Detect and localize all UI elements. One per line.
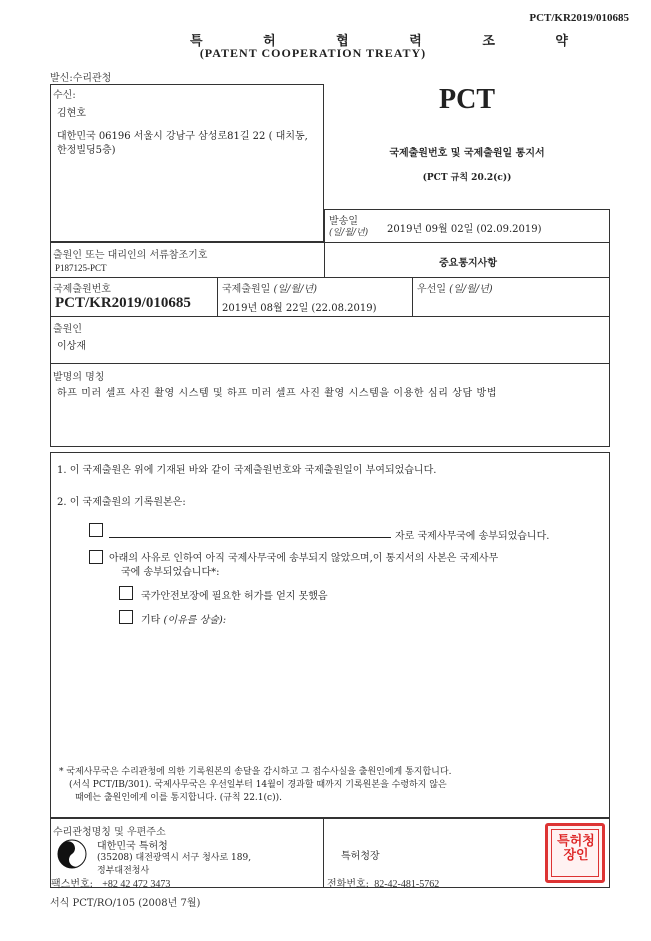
application-date-format: (일/월/년) [273,284,318,295]
applicant-value: 이상재 [57,341,86,352]
application-date-box [217,277,413,317]
recipient-address: 대한민국 06196 서울시 강남구 삼성로81길 22 ( 대치동, 한정빌딩5층) [57,131,308,156]
fax-label: 팩스번호: [51,879,94,890]
form-number: 서식 PCT/RO/105 (2008년 7월) [50,898,201,909]
title-english: (PATENT COOPERATION TREATY) [199,46,427,60]
item-1: 1. 이 국제출원은 위에 기재된 바와 같이 국제출원번호와 국제출원일이 부여되었습니다. [57,465,437,476]
authorized-officer: 특허청장 [341,851,380,862]
office-line1: 대한민국 특허청 [97,841,168,852]
title-korean: 특 허 협 력 조 약 [190,34,596,49]
office-box [50,818,610,888]
priority-date-label [417,280,493,295]
sub-option-2-checkbox[interactable] [119,610,133,624]
priority-date-format: (일/월/년) [449,284,493,295]
priority-date-label-text: 우선일 [417,284,446,295]
important-notice: 중요통지사항 [439,258,497,269]
application-number-label: 국제출원번호 [53,284,111,295]
office-divider [323,819,324,887]
office-line2: (35208) 대전광역시 서구 청사로 189, [97,853,252,863]
sub-option-2-hint: (이유를 상술): [163,615,227,626]
seal-characters: 특허청장인 [557,834,595,863]
body-box [50,452,610,818]
official-seal [545,823,605,883]
pct-logo: PCT [439,84,495,115]
reference-box [50,242,325,278]
invention-label: 발명의 명칭 [53,372,105,383]
fax-number [51,875,170,890]
taegeuk-emblem-icon [57,839,87,869]
option-b-line2: 국에 송부되었습니다*: [121,567,220,578]
reference-value: P187125-PCT [55,263,107,273]
rule-reference: (PCT 규칙 20.2(c)) [422,173,512,183]
item-2: 2. 이 국제출원의 기록원본은: [57,497,186,508]
reference-label: 출원인 또는 대리인의 서류참조기호 [53,250,208,261]
mailing-date-format: (일/월/년) [329,228,369,238]
priority-date-box [412,277,610,317]
application-number-value: PCT/KR2019/010685 [55,295,191,311]
application-date-label-text: 국제출원일 [222,284,271,295]
notice-title: 국제출원번호 및 국제출원일 통지서 [389,148,545,159]
mailing-date-label: 발송일 [329,216,358,227]
office-line3: 정부대전청사 [97,866,150,876]
phone-label: 전화번호: [327,879,370,890]
footnote-line3: 때에는 출원인에게 이를 통지합니다. (규칙 22.1(c)). [75,793,282,803]
option-a-suffix: 자로 국제사무국에 송부되었습니다. [395,531,550,542]
mailing-date-box [324,209,610,243]
recipient-label: 수신: [53,90,76,101]
footnote-line2: (서식 PCT/IB/301). 국제사무국은 우선일부터 14월이 경과할 때까지 기록원본을 수령하지 않은 [69,780,447,790]
application-number-box [50,277,218,317]
footnote-line1: * 국제사무국은 수리관청에 의한 기록원본의 송달을 감시하고 그 접수사실을 출원인에게 통지합니다. [59,767,452,777]
sender-label: 발신:수리관청 [50,73,112,84]
option-b-line1: 아래의 사유로 인하여 아직 국제사무국에 송부되지 않았으며,이 통지서의 사본은 국제사무 [109,553,499,564]
applicant-label: 출원인 [53,324,82,335]
applicant-box [50,316,610,364]
application-date-label [222,280,317,295]
sub-option-2 [141,611,226,626]
important-notice-box [324,242,610,278]
application-date-value: 2019년 08월 22일 (22.08.2019) [222,303,377,314]
doc-number: PCT/KR2019/010685 [529,12,629,24]
phone-number [327,875,439,890]
option-a-blank-line [109,537,391,538]
sub-option-1-checkbox[interactable] [119,586,133,600]
fax-value: +82 42 472 3473 [102,879,171,890]
phone-value: 82-42-481-5762 [374,879,440,890]
invention-box [50,363,610,447]
office-label: 수리관청명칭 및 우편주소 [53,827,166,838]
recipient-box [50,84,324,242]
option-a-checkbox[interactable] [89,523,103,537]
sub-option-1: 국가안전보장에 필요한 허가를 얻지 못했음 [141,591,328,602]
sub-option-2-label: 기타 [141,615,161,626]
recipient-name: 김현호 [57,108,86,119]
invention-title: 하프 미러 셀프 사진 촬영 시스템 및 하프 미러 셀프 사진 촬영 시스템을 이용한 심리 상담 방법 [57,388,498,399]
mailing-date-value: 2019년 09월 02일 (02.09.2019) [387,224,542,235]
option-b-checkbox[interactable] [89,550,103,564]
